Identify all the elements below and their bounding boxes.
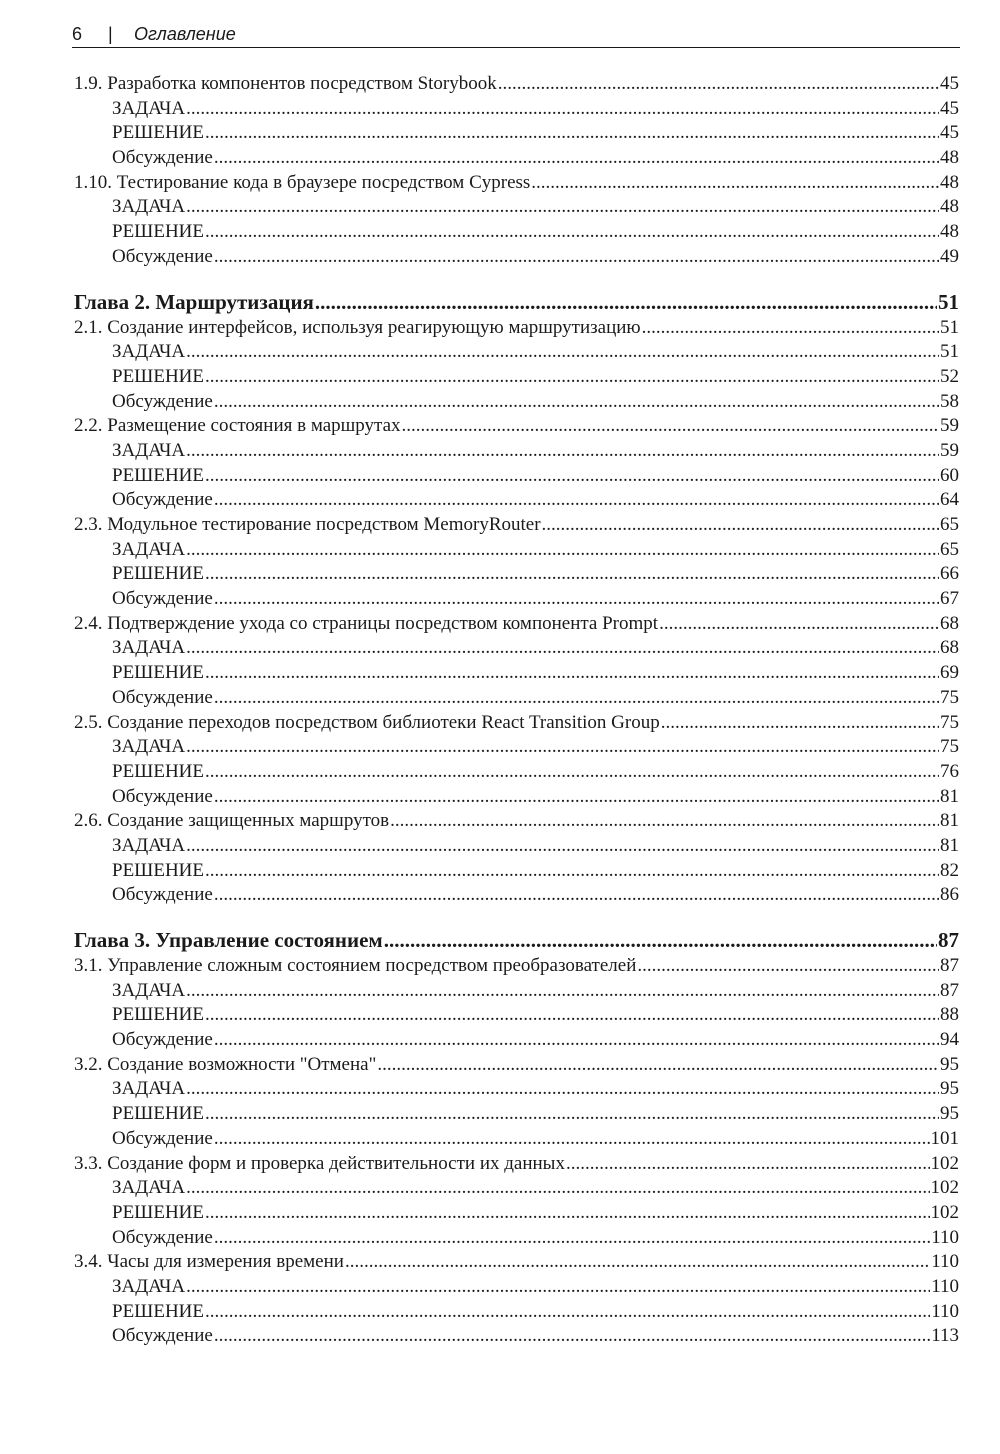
toc-entry-label: ЗАДАЧА <box>112 341 186 363</box>
toc-section-entry[interactable] <box>74 1250 959 1275</box>
toc-subentry[interactable] <box>74 488 959 513</box>
toc-subentry[interactable] <box>74 785 959 810</box>
toc-entry-label: 3.2. Создание возможности "Отмена" <box>74 1053 377 1075</box>
toc-entry-page: 48 <box>940 147 959 169</box>
toc-leader-dots <box>205 661 939 686</box>
toc-entry-label: 2.3. Модульное тестирование посредством MemoryRouter <box>74 514 541 535</box>
toc-leader-dots <box>345 1250 930 1275</box>
toc-entry-page: 110 <box>931 1300 959 1322</box>
toc-leader-dots <box>566 1152 930 1177</box>
toc-subentry[interactable] <box>74 979 959 1004</box>
toc-entry-label: РЕШЕНИЕ <box>112 1201 204 1223</box>
toc-entry-label: РЕШЕНИЕ <box>112 365 204 387</box>
header-rule <box>72 47 960 48</box>
toc-leader-dots <box>205 1003 939 1028</box>
toc-entry-label: ЗАДАЧА <box>112 196 186 218</box>
toc-entry-label: 1.9. Разработка компонентов посредством Storybook <box>74 73 497 94</box>
toc-subentry[interactable] <box>74 1127 959 1152</box>
toc-entry-page: 59 <box>940 439 959 461</box>
toc-entry-page: 81 <box>940 810 959 832</box>
toc-entry-label: 2.1. Создание интерфейсов, используя реагирующую маршрутизацию <box>74 316 641 338</box>
toc-leader-dots <box>205 220 939 245</box>
toc-subentry[interactable] <box>74 834 959 859</box>
toc-leader-dots <box>531 171 939 196</box>
toc-entry-label: ЗАДАЧА <box>112 979 186 1001</box>
toc-entry-page: 87 <box>938 928 959 952</box>
toc-leader-dots <box>214 1028 939 1053</box>
toc-subentry[interactable] <box>74 1028 959 1053</box>
toc-entry-label: РЕШЕНИЕ <box>112 1103 204 1125</box>
toc-leader-dots <box>205 1102 939 1127</box>
toc-entry-page: 102 <box>930 1152 959 1174</box>
toc-subentry[interactable] <box>74 1102 959 1127</box>
toc-entry-page: 102 <box>930 1201 959 1223</box>
toc-entry-page: 52 <box>940 365 959 387</box>
toc-leader-dots <box>659 612 939 637</box>
toc-entry-page: 75 <box>940 711 959 733</box>
toc-leader-dots <box>186 834 939 859</box>
toc-leader-dots <box>186 636 939 661</box>
toc-entry-label: 2.6. Создание защищенных маршрутов <box>74 810 390 832</box>
toc-chapter-entry[interactable] <box>74 926 959 954</box>
toc-leader-dots <box>498 72 939 97</box>
toc-subentry[interactable] <box>74 883 959 908</box>
toc-entry-label: 3.4. Часы для измерения времени <box>74 1251 344 1273</box>
toc-leader-dots <box>402 414 939 439</box>
toc-subentry[interactable] <box>74 686 959 711</box>
toc-subentry[interactable] <box>74 587 959 612</box>
toc-leader-dots <box>186 538 939 563</box>
toc-entry-page: 95 <box>940 1053 959 1075</box>
toc-leader-dots <box>661 711 939 736</box>
toc-leader-dots <box>214 390 939 415</box>
toc-entry-page: 87 <box>940 955 959 976</box>
toc-leader-dots <box>186 195 939 220</box>
toc-leader-dots <box>214 883 939 908</box>
toc-entry-label: 3.3. Создание форм и проверка действительности их данных <box>74 1152 565 1174</box>
toc-entry-page: 110 <box>931 1226 959 1248</box>
toc-entry-page: 51 <box>938 289 959 314</box>
toc-section-entry[interactable] <box>74 513 959 538</box>
toc-entry-page: 49 <box>940 245 959 267</box>
toc-entry-page: 58 <box>940 390 959 412</box>
toc-subentry[interactable] <box>74 1003 959 1028</box>
toc-entry-page: 51 <box>940 341 959 363</box>
toc-entry-label: РЕШЕНИЕ <box>112 662 204 684</box>
toc-leader-dots <box>637 954 939 979</box>
toc-leader-dots <box>377 1053 939 1078</box>
toc-entry-page: 48 <box>940 171 959 193</box>
toc-entry-page: 75 <box>940 736 959 758</box>
toc-entry-label: ЗАДАЧА <box>112 1078 186 1100</box>
toc-entry-label: Обсуждение <box>112 686 213 708</box>
header-separator: | <box>108 24 113 44</box>
toc-leader-dots <box>186 340 939 365</box>
toc-entry-page: 45 <box>940 97 959 119</box>
toc-entry-page: 45 <box>940 122 959 144</box>
toc-entry-page: 64 <box>940 489 959 511</box>
toc-subentry[interactable] <box>74 735 959 760</box>
toc-leader-dots <box>186 979 939 1004</box>
toc-leader-dots <box>205 1201 930 1226</box>
toc-entry-page: 81 <box>940 785 959 807</box>
toc-leader-dots <box>205 562 939 587</box>
toc-entry-label: РЕШЕНИЕ <box>112 563 204 585</box>
toc-leader-dots <box>214 686 939 711</box>
toc-leader-dots <box>186 1176 929 1201</box>
toc-entry-label: Обсуждение <box>112 489 213 511</box>
toc-entry-label: РЕШЕНИЕ <box>112 1004 204 1026</box>
toc-entry-page: 86 <box>940 884 959 906</box>
toc-entry-page: 48 <box>940 221 959 243</box>
toc-leader-dots <box>205 1300 930 1325</box>
toc-entry-label: РЕШЕНИЕ <box>112 760 204 782</box>
toc-entry-label: ЗАДАЧА <box>112 1177 186 1199</box>
toc-subentry[interactable] <box>74 195 959 220</box>
toc-entry-page: 75 <box>940 686 959 708</box>
toc-entry-page: 65 <box>940 538 959 560</box>
toc-leader-dots <box>214 1324 930 1349</box>
toc-leader-dots <box>186 735 939 760</box>
toc-entry-label: Обсуждение <box>112 245 213 267</box>
toc-entry-page: 51 <box>940 316 959 338</box>
toc-section-entry[interactable] <box>74 612 959 637</box>
toc-entry-page: 48 <box>940 196 959 218</box>
toc-leader-dots <box>315 288 937 316</box>
toc-subentry[interactable] <box>74 636 959 661</box>
toc-entry-page: 110 <box>931 1251 959 1273</box>
toc-entry-label: Глава 2. Маршрутизация <box>74 289 314 314</box>
toc-subentry[interactable] <box>74 340 959 365</box>
toc-entry-page: 60 <box>940 464 959 486</box>
toc-entry-label: 1.10. Тестирование кода в браузере посредством Cypress <box>74 171 531 193</box>
toc-leader-dots <box>205 760 939 785</box>
toc-section-entry[interactable] <box>74 1152 959 1177</box>
toc-leader-dots <box>542 513 939 538</box>
header-page-number: 6 <box>72 24 83 44</box>
toc-section-entry[interactable] <box>74 809 959 834</box>
running-header <box>72 22 960 48</box>
toc-subentry[interactable] <box>74 1300 959 1325</box>
toc-entry-label: РЕШЕНИЕ <box>112 859 204 881</box>
toc-entry-label: ЗАДАЧА <box>112 538 186 560</box>
toc-subentry[interactable] <box>74 1201 959 1226</box>
toc-leader-dots <box>205 859 939 884</box>
toc-subentry[interactable] <box>74 365 959 390</box>
toc-entry-page: 45 <box>940 73 959 94</box>
toc-leader-dots <box>186 1275 930 1300</box>
toc-subentry[interactable] <box>74 760 959 785</box>
toc-subentry[interactable] <box>74 464 959 489</box>
toc-leader-dots <box>205 121 939 146</box>
toc-entry-page: 101 <box>930 1127 959 1149</box>
toc-entry-label: 2.2. Размещение состояния в маршрутах <box>74 415 401 437</box>
toc-entry-label: 2.4. Подтверждение ухода со страницы посредством компонента Prompt <box>74 612 659 634</box>
toc-subentry[interactable] <box>74 390 959 415</box>
toc-subentry[interactable] <box>74 538 959 563</box>
toc-entry-label: Обсуждение <box>112 884 213 906</box>
toc-entry-label: Обсуждение <box>112 390 213 412</box>
toc-leader-dots <box>384 926 937 954</box>
toc-leader-dots <box>186 1077 939 1102</box>
toc-subentry[interactable] <box>74 1077 959 1102</box>
toc-entry-page: 87 <box>940 979 959 1001</box>
toc-entry-label: Обсуждение <box>112 1226 213 1248</box>
toc-entry-label: Глава 3. Управление состоянием <box>74 928 383 952</box>
toc-entry-page: 67 <box>940 588 959 610</box>
toc-entry-label: Обсуждение <box>112 1325 213 1347</box>
toc-section-entry[interactable] <box>74 72 959 97</box>
toc-leader-dots <box>214 1226 930 1251</box>
toc-subentry[interactable] <box>74 562 959 587</box>
toc-entry-page: 95 <box>940 1078 959 1100</box>
toc-section-entry[interactable] <box>74 316 959 341</box>
toc-entry-page: 68 <box>940 612 959 634</box>
toc-entry-label: Обсуждение <box>112 785 213 807</box>
toc-entry-page: 82 <box>940 859 959 881</box>
toc-subentry[interactable] <box>74 1275 959 1300</box>
toc-entry-page: 69 <box>940 662 959 684</box>
toc-leader-dots <box>186 439 939 464</box>
toc-entry-label: ЗАДАЧА <box>112 439 186 461</box>
toc-entry-label: РЕШЕНИЕ <box>112 221 204 243</box>
header-title: Оглавление <box>134 24 236 44</box>
toc-entry-page: 113 <box>931 1325 959 1347</box>
toc-entry-label: Обсуждение <box>112 1127 213 1149</box>
toc-subentry[interactable] <box>74 439 959 464</box>
toc-entry-page: 95 <box>940 1103 959 1125</box>
toc-entry-label: 3.1. Управление сложным состоянием посредством преобразователей <box>74 955 637 976</box>
toc-subentry[interactable] <box>74 1176 959 1201</box>
toc-entry-label: ЗАДАЧА <box>112 736 186 758</box>
toc-leader-dots <box>214 1127 930 1152</box>
toc-chapter-entry[interactable] <box>74 288 959 316</box>
toc-leader-dots <box>214 488 939 513</box>
toc-leader-dots <box>390 809 939 834</box>
toc-leader-dots <box>214 785 939 810</box>
toc-leader-dots <box>186 97 939 122</box>
toc-entry-page: 110 <box>931 1275 959 1297</box>
toc-subentry[interactable] <box>74 245 959 270</box>
toc-subentry[interactable] <box>74 1324 959 1349</box>
toc-entry-label: РЕШЕНИЕ <box>112 1300 204 1322</box>
toc-leader-dots <box>214 245 939 270</box>
toc-entry-page: 88 <box>940 1004 959 1026</box>
toc-entry-label: РЕШЕНИЕ <box>112 122 204 144</box>
toc-subentry[interactable] <box>74 121 959 146</box>
toc-entry-page: 81 <box>940 834 959 856</box>
toc-entry-page: 102 <box>930 1177 959 1199</box>
toc-entry-label: 2.5. Создание переходов посредством библиотеки React Transition Group <box>74 711 660 733</box>
toc-subentry[interactable] <box>74 859 959 884</box>
toc-entry-label: РЕШЕНИЕ <box>112 464 204 486</box>
toc-entry-page: 68 <box>940 637 959 659</box>
toc-subentry[interactable] <box>74 146 959 171</box>
toc-subentry[interactable] <box>74 220 959 245</box>
toc-entry-label: ЗАДАЧА <box>112 1275 186 1297</box>
toc-leader-dots <box>214 146 939 171</box>
toc-entry-page: 65 <box>940 514 959 535</box>
toc-entry-label: Обсуждение <box>112 147 213 169</box>
toc-entry-label: ЗАДАЧА <box>112 637 186 659</box>
toc-subentry[interactable] <box>74 661 959 686</box>
toc-leader-dots <box>642 316 939 341</box>
toc-entry-page: 66 <box>940 563 959 585</box>
toc-entry-page: 94 <box>940 1029 959 1051</box>
toc-leader-dots <box>214 587 939 612</box>
toc-entry-page: 59 <box>940 415 959 437</box>
toc-entry-label: ЗАДАЧА <box>112 834 186 856</box>
toc-leader-dots <box>205 365 939 390</box>
table-of-contents <box>74 72 959 1349</box>
toc-entry-page: 76 <box>940 760 959 782</box>
toc-subentry[interactable] <box>74 1226 959 1251</box>
toc-leader-dots <box>205 464 939 489</box>
toc-section-entry[interactable] <box>74 1053 959 1078</box>
toc-entry-label: Обсуждение <box>112 1029 213 1051</box>
toc-section-entry[interactable] <box>74 171 959 196</box>
toc-subentry[interactable] <box>74 97 959 122</box>
toc-entry-label: ЗАДАЧА <box>112 97 186 119</box>
toc-section-entry[interactable] <box>74 711 959 736</box>
toc-entry-label: Обсуждение <box>112 588 213 610</box>
toc-section-entry[interactable] <box>74 954 959 979</box>
toc-section-entry[interactable] <box>74 414 959 439</box>
